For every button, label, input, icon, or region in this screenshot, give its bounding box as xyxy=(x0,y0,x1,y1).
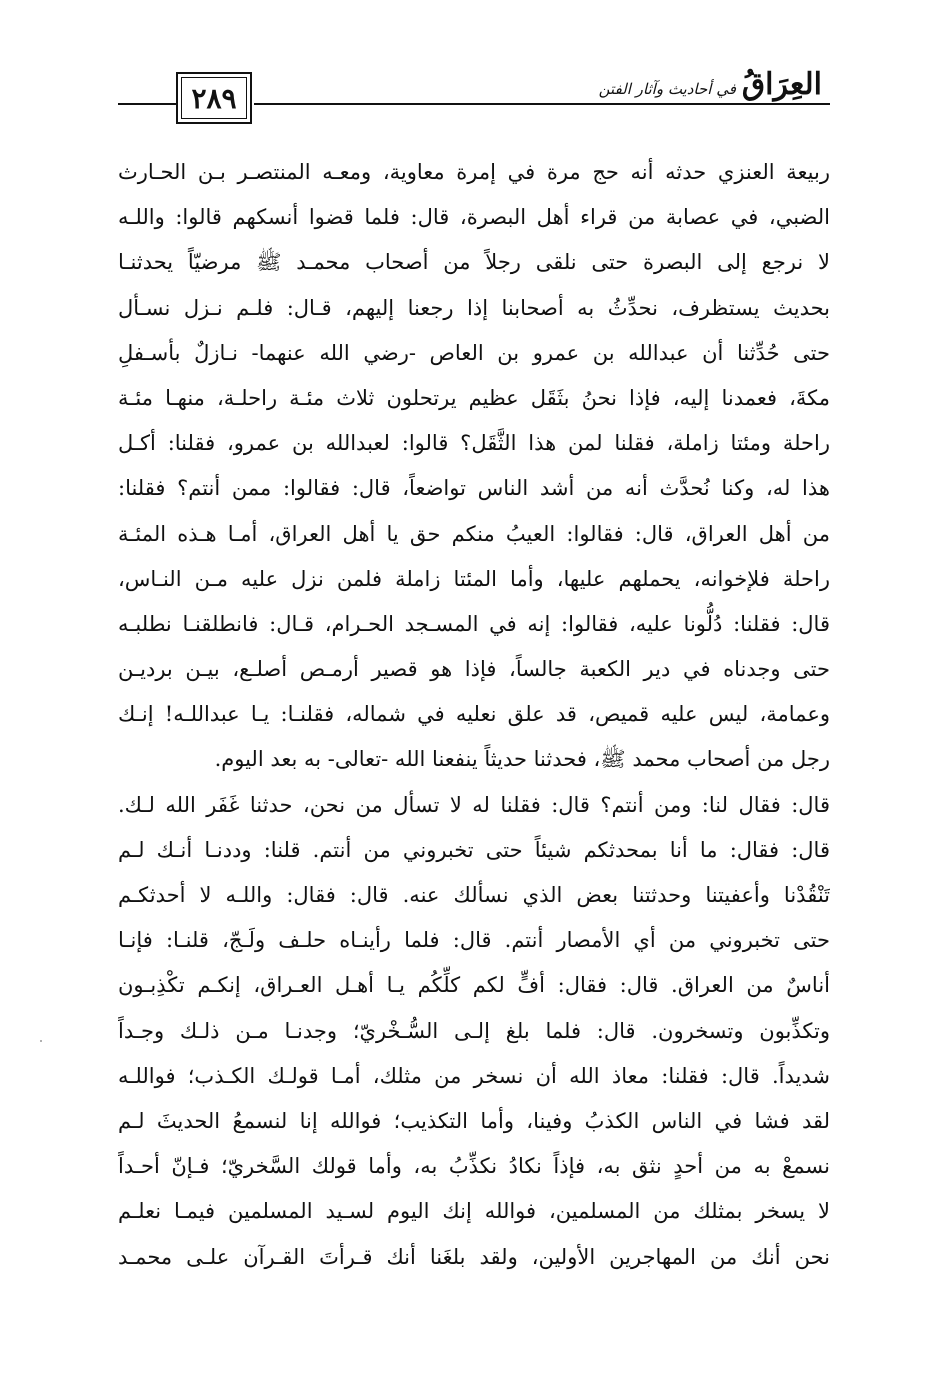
text-line: من أهل العراق، قال: فقالوا: العيبُ منكم حق يا أهل العراق، أمـا هـذه المئـة xyxy=(118,521,830,546)
running-title-main: العِرَاقُ xyxy=(741,67,822,102)
text-line: راحلة ومئتا زاملة، فقلنا لمن هذا الثَّقَل؟ قالوا: لعبدالله بن عمرو، فقلنا: أكـل xyxy=(118,431,830,456)
text-line: لا يسخر بمثلك من المسلمين، فوالله إنك اليوم لسـيد المسلمين فيمـا نعلـم xyxy=(118,1199,830,1224)
text-line: رجل من أصحاب محمد ﷺ، فحدثنا حديثاً ينفعنا الله -تعالى- به بعد اليوم. xyxy=(214,747,830,772)
text-line: لا نرجع إلى البصرة حتى نلقى رجلاً من أصحاب محمـد ﷺ مرضيّاً يحدثنـا xyxy=(118,250,830,275)
page-number: ٢٨٩ xyxy=(181,77,247,119)
page-header xyxy=(0,0,940,140)
running-title xyxy=(599,62,822,102)
text-line: أناسٌ من العراق. قال: فقال: أفٍّ لكم كلِّكُم يـا أهـل العـراق، إنكـم تكْذِبـون xyxy=(118,973,830,998)
text-line: ربيعة العنزي حدثه أنه حج مرة في إمرة معاوية، ومعـه المنتصـر بـن الحـارث xyxy=(118,160,830,184)
body-text xyxy=(118,150,830,1280)
text-line: لقد فشا في الناس الكذبُ وفينا، وأما التكذيب؛ فوالله إنا لنسمعُ الحديثَ لـم xyxy=(118,1108,830,1133)
text-line: وعمامة، ليس عليه قميص، قد علق نعليه في شماله، فقلنـا: يـا عبداللـه! إنـك xyxy=(118,702,830,727)
running-title-sub: في أحاديث وآثار الفتن xyxy=(598,80,736,98)
header-rule-right xyxy=(254,103,830,105)
text-line: قال: فقلنا: دُلُّونا عليه، فقالوا: إنه في المسـجد الحـرام، قـال: فانطلقنـا نطلبـه xyxy=(118,611,830,636)
text-line: الضبي، في عصابة من قراء أهل البصرة، قال: فلما قضوا أنسكهم قالوا: واللـه xyxy=(118,205,830,230)
text-line: حتى تخبروني من أي الأمصار أنتم. قال: فلما رأينـاه حلـف ولَـجّ، قلنـا: فإنـا xyxy=(118,928,830,953)
text-line: بحديث يستظرف، نحدِّثُ به أصحابنا إذا رجعنا إليهم، قـال: فلـم نـزل نسـأل xyxy=(118,295,830,320)
text-line: تَنْقُدْنا وأعفيتنا وحدثتنا بعض الذي نسألك عنه. قال: فقال: واللـه لا أحدثكـم xyxy=(118,883,830,907)
scan-speck xyxy=(40,1040,42,1042)
text-line: حتى حُدِّثنا أن عبدالله بن عمرو بن العاص -رضي الله عنهما- نـازلٌ بأسـفلِ xyxy=(118,340,830,365)
text-line: قال: فقال: ما أنا بمحدثكم شيئاً حتى تخبروني من أنتم. قلنا: وددنـا أنـك لـم xyxy=(118,837,830,862)
text-line: نسمعْ به من أحدٍ نثق به، فإذاً نكادُ نكذِّبُ به، وأما قولك السَّخريّ؛ فـإنّ أحـداً xyxy=(118,1154,830,1179)
text-line: شديداً. قال: فقلنا: معاذ الله أن نسخر من مثلك، أمـا قولـك الكـذب؛ فواللـه xyxy=(118,1063,830,1088)
text-line: حتى وجدناه في دير الكعبة جالساً، فإذا هو قصير أرمـص أصلـع، بيـن برديـن xyxy=(118,657,830,682)
text-line: نحن أنك من المهاجرين الأولين، ولقد بلغَنا أنك قـرأتَ القـرآن علـى محمـد xyxy=(118,1244,830,1269)
text-line: راحلة فلإخوانه، يحملهم عليها، وأما المئتا زاملة فلمن نزل عليه مـن النـاس، xyxy=(118,566,830,591)
text-line: مكةَ، فعمدنا إليه، فإذا نحنُ بثَقَل عظيم يرتحلون ثلاث مئـة راحلـة، منهـا مئـة xyxy=(118,385,830,410)
text-line: وتكذِّبون وتسخرون. قال: فلما بلغ إلـى السُّـخْريّ؛ وجدنـا مـن ذلـك وجـداً xyxy=(118,1018,830,1043)
header-rule-left xyxy=(118,103,176,105)
text-line: قال: فقال لنا: ومن أنتم؟ قال: فقلنا له لا تسأل من نحن، حدثنا غَفَر الله لـك. xyxy=(118,792,830,817)
page-number-frame xyxy=(176,72,252,124)
text-line: هذا له، وكنا نُحدَّث أنه من أشد الناس تواضعاً، قال: فقالوا: ممن أنتم؟ فقلنا: xyxy=(118,476,830,501)
